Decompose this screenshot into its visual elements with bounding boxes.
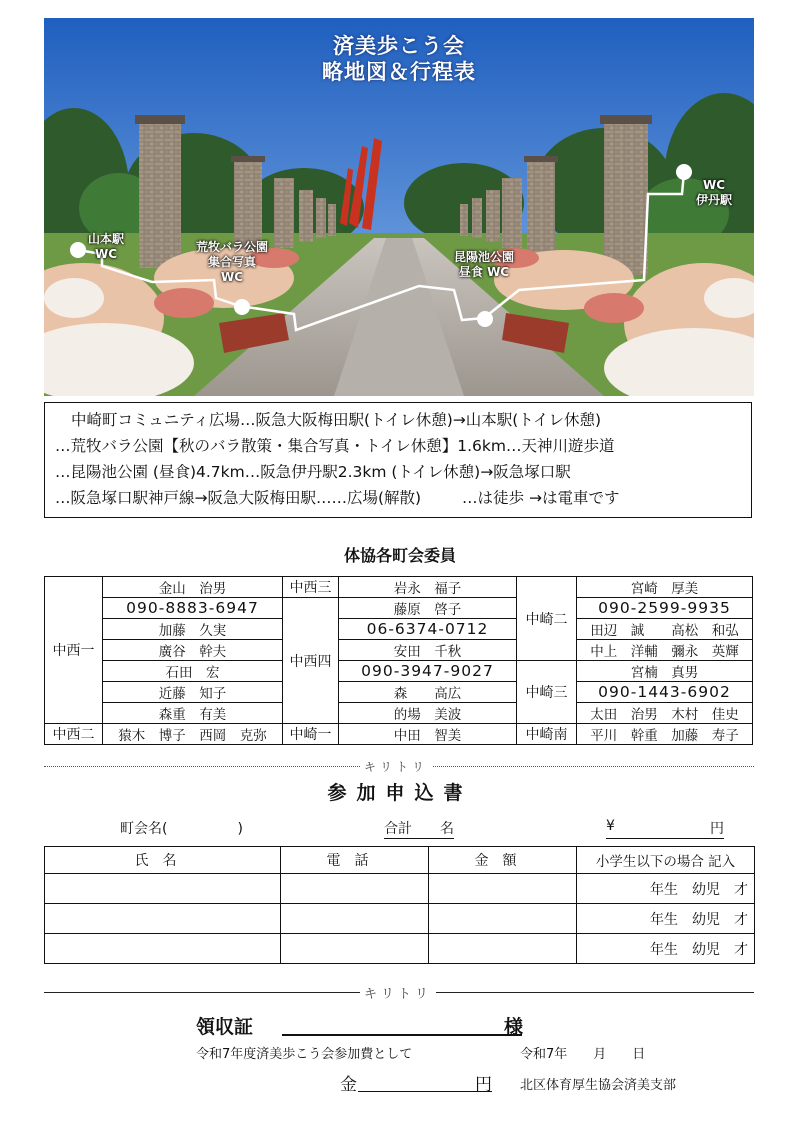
label-yamamoto (88, 232, 124, 262)
phone-cell: 090-8883-6947 (103, 598, 283, 619)
member-cell: 安田 千秋 (339, 640, 517, 661)
application-title: 参加申込書 (327, 782, 473, 804)
label-yamamoto-station: 山本駅 (88, 232, 125, 246)
receipt-sama: 様 (504, 1016, 524, 1038)
label-koyaike-park: 昆陽池公園 (454, 250, 515, 264)
amount-cell[interactable] (429, 904, 577, 934)
area-nakazakiminami: 中崎南 (517, 724, 577, 745)
header-phone: 電話 (281, 847, 429, 874)
header-name: 氏名 (45, 847, 281, 874)
member-cell: 宮楠 真男 (577, 661, 753, 682)
receipt-en: 円 (475, 1075, 492, 1095)
member-cell: 的場 美波 (339, 703, 517, 724)
receipt-kin: 金 (340, 1075, 357, 1095)
label-aramaki-park: 荒牧バラ公園 (196, 240, 269, 254)
route-line-2: …荒牧バラ公園【秋のバラ散策・集合写真・トイレ休憩】1.6km…天神川遊歩道 (55, 437, 615, 455)
phone-cell: 090-2599-9935 (577, 598, 753, 619)
grade-cell[interactable]: 年生 幼児 才 (577, 904, 755, 934)
hero-title-line1: 済美歩こう会 (333, 34, 465, 58)
table-row (45, 577, 753, 598)
town-name-label: 町会名( ) (120, 821, 243, 837)
member-cell: 太田 治男 木村 佳史 (577, 703, 753, 724)
member-cell: 石田 宏 (103, 661, 283, 682)
phone-cell[interactable] (281, 874, 429, 904)
committee-table (44, 576, 753, 745)
area-nakanishi3: 中西三 (283, 577, 339, 598)
route-line-4-wrap (55, 485, 741, 511)
label-koyaike-lunch: 昼食 WC (458, 265, 510, 279)
member-cell: 中田 智美 (339, 724, 517, 745)
table-row (45, 619, 753, 640)
label-yamamoto-wc: WC (94, 247, 118, 261)
member-cell: 加藤 久実 (103, 619, 283, 640)
name-cell[interactable] (45, 874, 281, 904)
area-nakanishi2: 中西二 (45, 724, 103, 745)
area-nakazaki1: 中崎一 (283, 724, 339, 745)
receipt-issuer: 北区体育厚生協会済美支部 (520, 1078, 677, 1093)
member-cell: 猿木 博子 西岡 克弥 (103, 724, 283, 745)
member-cell: 宮崎 厚美 (577, 577, 753, 598)
committee-title: 体協各町会委員 (343, 546, 456, 565)
hero-photo (44, 18, 754, 396)
table-row (45, 934, 755, 964)
route-line-3: …昆陽池公園 (昼食)4.7km…阪急伊丹駅2.3km (トイレ休憩)→阪急塚口駅 (55, 463, 571, 481)
phone-cell: 090-1443-6902 (577, 682, 753, 703)
member-cell: 廣谷 幹夫 (103, 640, 283, 661)
label-aramaki (196, 240, 268, 285)
area-nakanishi4: 中西四 (283, 598, 339, 724)
name-cell[interactable] (45, 934, 281, 964)
label-aramaki-photo: 集合写真 (208, 255, 257, 269)
member-cell: 田辺 誠 高松 和弘 (577, 619, 753, 640)
table-row (45, 874, 755, 904)
table-row (45, 682, 753, 703)
table-row (45, 598, 753, 619)
table-row (45, 661, 753, 682)
member-cell: 中上 洋輔 彌永 英輝 (577, 640, 753, 661)
receipt-purpose: 令和7年度済美歩こう会参加費として (196, 1047, 413, 1062)
member-cell: 金山 治男 (103, 577, 283, 598)
area-nakazaki2: 中崎二 (517, 577, 577, 661)
total-count-label: 合計 名 (384, 818, 454, 839)
header-child-note: 小学生以下の場合 記入 (577, 847, 755, 874)
receipt-date: 令和7年 月 日 (520, 1047, 646, 1062)
phone-cell[interactable] (281, 904, 429, 934)
route-description (44, 402, 752, 518)
table-row (45, 724, 753, 745)
table-row (45, 703, 753, 724)
yen-symbol: ¥ (606, 818, 615, 834)
total-amount-field (606, 818, 724, 839)
grade-cell[interactable]: 年生 幼児 才 (577, 874, 755, 904)
receipt-amount-line (358, 1091, 492, 1092)
route-line-1: 中崎町コミュニティ広場…阪急大阪梅田駅(トイレ休憩)→山本駅(トイレ休憩) (71, 411, 602, 429)
table-header-row (45, 847, 755, 874)
member-cell: 森重 有美 (103, 703, 283, 724)
member-cell: 近藤 知子 (103, 682, 283, 703)
cut-label-2: キリトリ (360, 983, 436, 1002)
label-itami (696, 178, 732, 208)
route-legend: …は徒歩 →は電車です (462, 489, 620, 507)
cut-label-1: キリトリ (360, 758, 432, 775)
table-row (45, 640, 753, 661)
amount-cell[interactable] (429, 934, 577, 964)
area-nakazaki3: 中崎三 (517, 661, 577, 724)
header-amount: 金額 (429, 847, 577, 874)
route-line-4: …阪急塚口駅神戸線→阪急大阪梅田駅……広場(解散) (55, 489, 422, 507)
grade-cell[interactable]: 年生 幼児 才 (577, 934, 755, 964)
amount-cell[interactable] (429, 874, 577, 904)
application-table (44, 846, 755, 964)
phone-cell[interactable] (281, 934, 429, 964)
member-cell: 森 高広 (339, 682, 517, 703)
label-aramaki-wc: WC (220, 270, 244, 284)
hero-title-line2: 略地図＆行程表 (322, 60, 476, 84)
label-itami-wc: WC (702, 178, 726, 192)
yen-unit: 円 (710, 821, 724, 837)
name-cell[interactable] (45, 904, 281, 934)
area-nakanishi1: 中西一 (45, 577, 103, 724)
phone-cell: 090-3947-9027 (339, 661, 517, 682)
label-koyaike (454, 250, 514, 280)
table-row (45, 904, 755, 934)
member-cell: 岩永 福子 (339, 577, 517, 598)
member-cell: 藤原 啓子 (339, 598, 517, 619)
label-itami-station: 伊丹駅 (696, 193, 733, 207)
member-cell: 平川 幹重 加藤 寿子 (577, 724, 753, 745)
phone-cell: 06-6374-0712 (339, 619, 517, 640)
receipt-title: 領収証 (196, 1016, 254, 1038)
receipt-name-line (282, 1034, 522, 1036)
